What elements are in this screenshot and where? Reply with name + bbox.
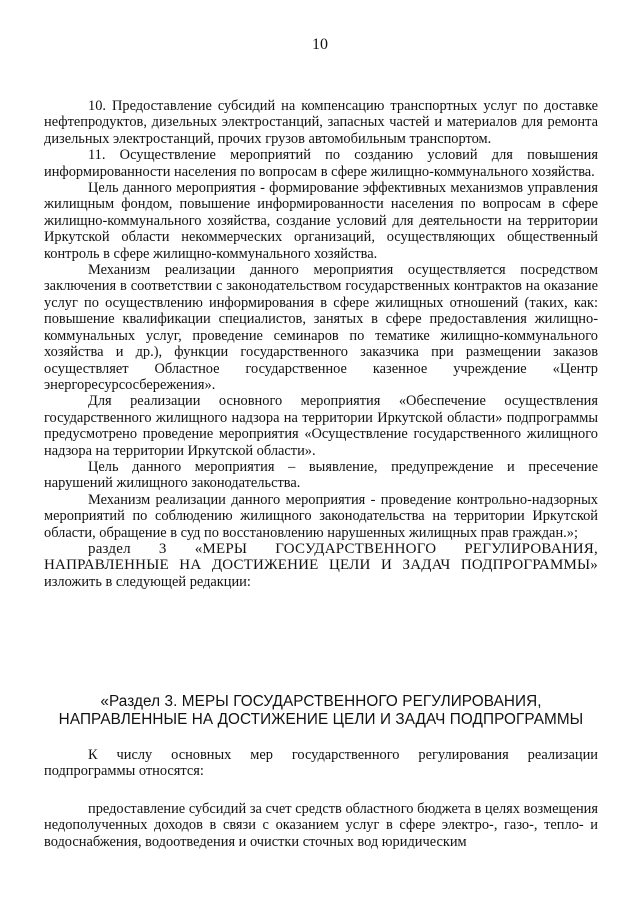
measures-block [44,747,598,780]
section-heading [44,693,598,728]
paragraph-mechanism-info: Механизм реализации данного мероприятия осуществляется посредством заключения в соответствии с законодательством государственных контрактов на оказание услуг по осуществлению информирования в сфере жилищных отношений (таких, как: повышение квалификации специалистов, занятых в сфере предоставления жилищно-коммунальных услуг, проведение семинаров по тематике жилищно-коммунального хозяйства и др.), функции государственного заказчика при размещении заказов осуществляет Областное государственное казенное учреждение «Центр энергоресурсосбережения». [44,262,598,393]
paragraph-implementation: Для реализации основного мероприятия «Обеспечение осуществления государственного жилищного надзора на территории Иркутской области» подпрограммы предусмотрено проведение мероприятия «Осуществление государственного жилищного надзора на территории Иркутской области». [44,393,598,459]
section-title-word-1: «МЕРЫ [194,540,248,557]
section-title-word-2: ГОСУДАРСТВЕННОГО [275,540,437,557]
paragraph-item-10: 10. Предоставление субсидий на компенсацию транспортных услуг по доставке нефтепродуктов, дизельных электростанций, запасных частей и материалов для ремонта дизельных электростанций, прочих грузов автомобильным транспортом. [44,98,598,147]
paragraph-mechanism-supervision: Механизм реализации данного мероприятия - проведение контрольно-надзорных мероприятий по соблюдению жилищного законодательства на территории Иркутской области, обращение в суд по восстановлению нарушенных жилищных прав граждан.»; [44,491,598,541]
paragraph-item-11: 11. Осуществление мероприятий по созданию условий для повышения информированности населения по вопросам в сфере жилищно-коммунального хозяйства. [44,147,598,180]
section-title-word-3: РЕГУЛИРОВАНИЯ, [464,540,598,557]
paragraph-goal-supervision: Цель данного мероприятия – выявление, предупреждение и пресечение нарушений жилищного законодательства. [44,458,598,492]
subsidies-block [44,801,598,850]
section-word: раздел [88,540,131,557]
section-reference-line [44,541,598,557]
paragraph-measures: К числу основных мер государственного регулирования реализации подпрограммы относятся: [44,747,598,780]
section-heading-line-1: «Раздел 3. МЕРЫ ГОСУДАРСТВЕННОГО РЕГУЛИРОВАНИЯ, [100,693,542,710]
main-text-block [44,98,598,590]
paragraph-subsidies: предоставление субсидий за счет средств областного бюджета в целях возмещения недополученных доходов в связи с оказанием услуг в сфере электро-, газо-, тепло- и водоснабжения, водоотведения и очистки сточных вод юридическим [44,801,598,850]
section-edit-instruction: изложить в следующей редакции: [44,573,251,590]
section-title-continuation: НАПРАВЛЕННЫЕ НА ДОСТИЖЕНИЕ ЦЕЛИ И ЗАДАЧ ПОДПРОГРАММЫ» [44,557,598,574]
section-heading-line-2: НАПРАВЛЕННЫЕ НА ДОСТИЖЕНИЕ ЦЕЛИ И ЗАДАЧ ПОДПРОГРАММЫ [58,710,584,728]
paragraph-goal-info: Цель данного мероприятия - формирование эффективных механизмов управления жилищным фондом, повышение информированности населения по вопросам в сфере жилищно-коммунального хозяйства, создание условий для деятельности на территории Иркутской области некоммерческих организаций, осуществляющих общественный контроль в сфере жилищно-коммунального хозяйства. [44,180,598,262]
page-number: 10 [312,36,328,53]
section-number: 3 [158,540,167,557]
